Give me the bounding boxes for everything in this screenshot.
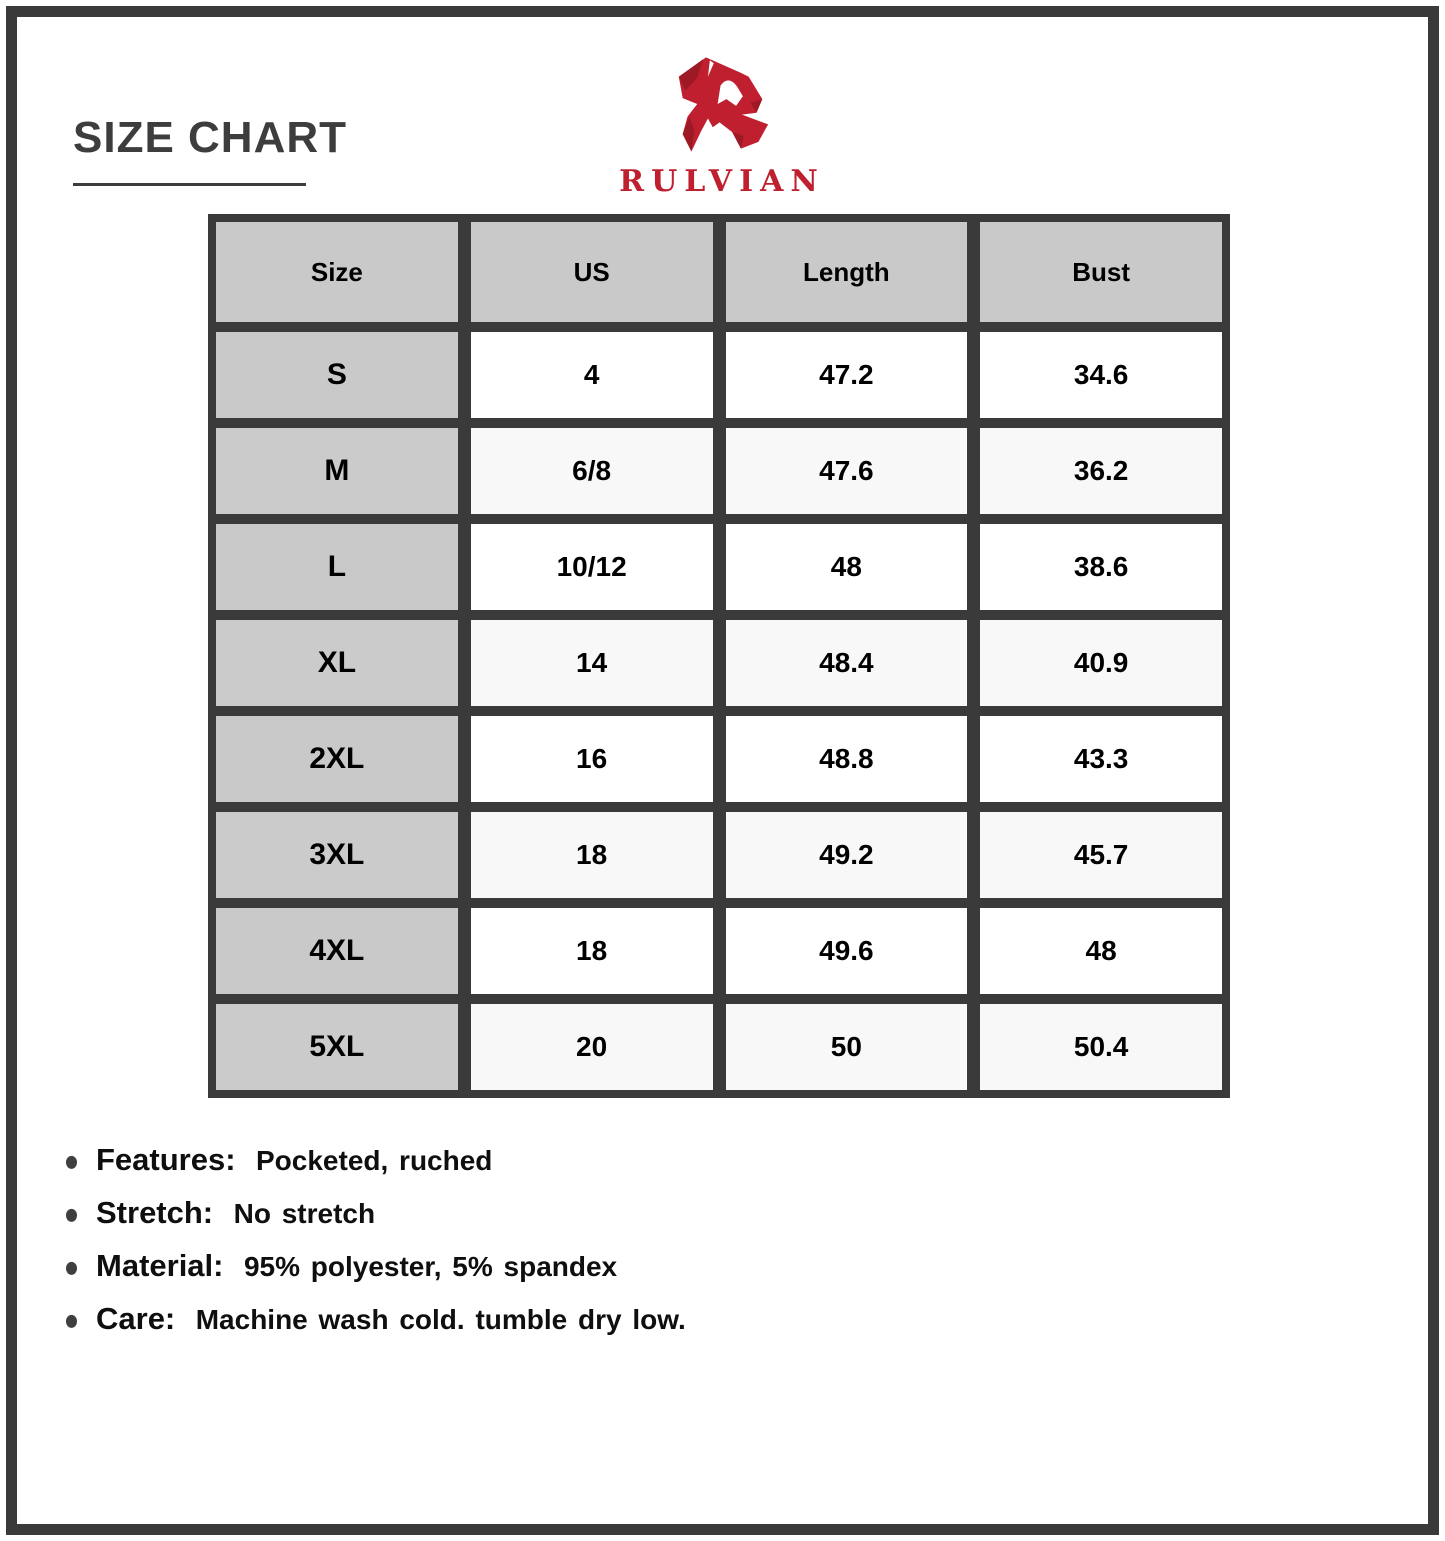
detail-value: Machine wash cold. tumble dry low. (195, 1304, 686, 1335)
cell-m-length: 47.6 (726, 428, 968, 514)
row-label-s: S (216, 332, 458, 418)
bullet-icon (66, 1261, 77, 1274)
detail-features (66, 1143, 686, 1182)
bullet-icon (66, 1208, 77, 1221)
row-label-xl: XL (216, 620, 458, 706)
bullet-icon (66, 1314, 77, 1327)
row-label-5xl: 5XL (216, 1004, 458, 1090)
brand-name: RULVIAN (619, 164, 825, 199)
cell-2xl-length: 48.8 (726, 716, 968, 802)
cell-xl-us: 14 (471, 620, 713, 706)
size-chart-table (208, 214, 1230, 1098)
row-label-m: M (216, 428, 458, 514)
row-label-4xl: 4XL (216, 908, 458, 994)
cell-xl-length: 48.4 (726, 620, 968, 706)
cell-2xl-bust: 43.3 (980, 716, 1222, 802)
title-underline (73, 183, 306, 186)
detail-value: 95% polyester, 5% spandex (243, 1251, 618, 1282)
cell-l-length: 48 (726, 524, 968, 610)
cell-4xl-bust: 48 (980, 908, 1222, 994)
cell-3xl-bust: 45.7 (980, 812, 1222, 898)
detail-label: Material: (96, 1248, 224, 1283)
cell-5xl-us: 20 (471, 1004, 713, 1090)
page-title: SIZE CHART (73, 113, 347, 162)
column-header-bust: Bust (980, 222, 1222, 322)
detail-label: Care: (96, 1301, 176, 1336)
cell-s-us: 4 (471, 332, 713, 418)
cell-m-bust: 36.2 (980, 428, 1222, 514)
detail-care (66, 1302, 686, 1341)
detail-label: Features: (96, 1142, 236, 1177)
cell-4xl-length: 49.6 (726, 908, 968, 994)
cell-5xl-bust: 50.4 (980, 1004, 1222, 1090)
bullet-icon (66, 1155, 77, 1168)
cell-5xl-length: 50 (726, 1004, 968, 1090)
brand-logo (562, 48, 882, 199)
row-label-3xl: 3XL (216, 812, 458, 898)
detail-material (66, 1249, 686, 1288)
column-header-us: US (471, 222, 713, 322)
angular-r-monogram-icon (672, 48, 772, 158)
row-label-2xl: 2XL (216, 716, 458, 802)
cell-4xl-us: 18 (471, 908, 713, 994)
product-details-list (66, 1143, 686, 1355)
cell-2xl-us: 16 (471, 716, 713, 802)
row-label-l: L (216, 524, 458, 610)
cell-m-us: 6/8 (471, 428, 713, 514)
cell-3xl-us: 18 (471, 812, 713, 898)
cell-l-us: 10/12 (471, 524, 713, 610)
column-header-length: Length (726, 222, 968, 322)
detail-value: Pocketed, ruched (256, 1145, 493, 1176)
detail-stretch (66, 1196, 686, 1235)
cell-xl-bust: 40.9 (980, 620, 1222, 706)
detail-label: Stretch: (96, 1195, 214, 1230)
cell-3xl-length: 49.2 (726, 812, 968, 898)
detail-value: No stretch (233, 1198, 376, 1229)
cell-s-bust: 34.6 (980, 332, 1222, 418)
cell-s-length: 47.2 (726, 332, 968, 418)
column-header-size: Size (216, 222, 458, 322)
cell-l-bust: 38.6 (980, 524, 1222, 610)
